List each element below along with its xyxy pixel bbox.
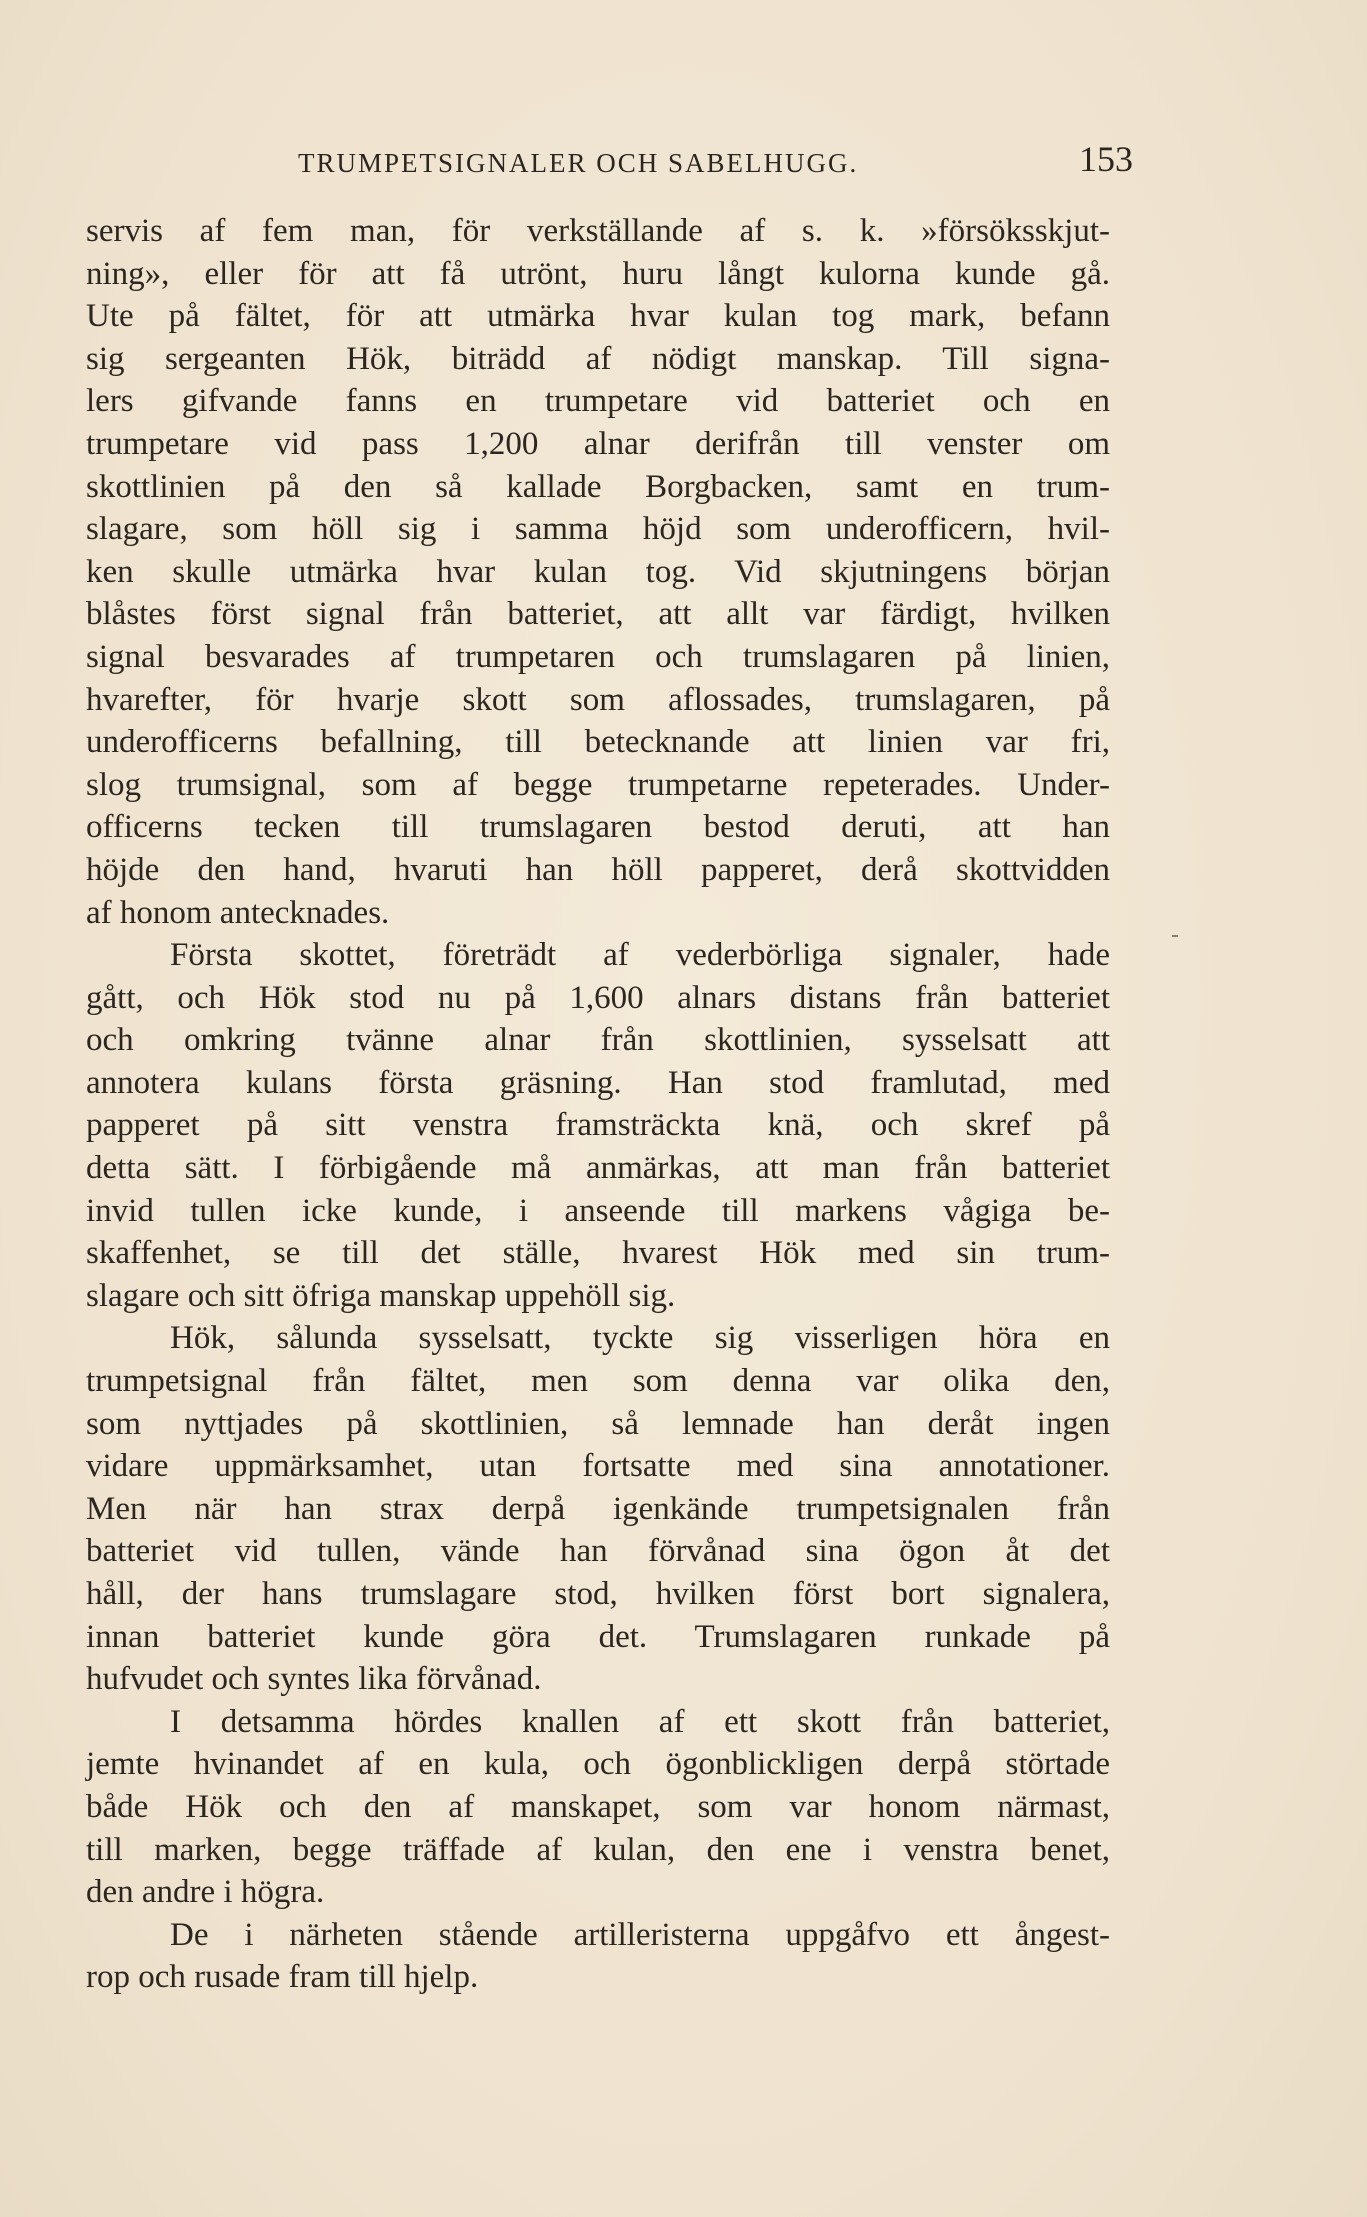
text-line bbox=[86, 1743, 1110, 1786]
text-line-content: trumpetsignal från fältet, men som denna var olika den, bbox=[86, 1363, 1110, 1400]
text-line bbox=[86, 253, 1110, 296]
running-head-title: TRUMPETSIGNALER OCH SABELHUGG. bbox=[298, 148, 859, 178]
text-line bbox=[86, 1275, 1110, 1318]
text-line-content: ning», eller för att få utrönt, huru långt kulorna kunde gå. bbox=[86, 255, 1110, 292]
text-line bbox=[86, 1701, 1110, 1744]
text-line bbox=[86, 849, 1110, 892]
text-line bbox=[86, 1786, 1110, 1829]
text-line-content: blåstes först signal från batteriet, att allt var färdigt, hvilken bbox=[86, 596, 1110, 633]
text-line bbox=[86, 1871, 1110, 1914]
text-line-content: hvarefter, för hvarje skott som aflossades, trumslagaren, på bbox=[86, 681, 1110, 718]
text-line bbox=[86, 1616, 1110, 1659]
text-line bbox=[86, 679, 1110, 722]
text-line-content: servis af fem man, för verkställande af s. k. »försöksskjut- bbox=[86, 213, 1110, 249]
text-line bbox=[86, 1104, 1110, 1147]
text-line bbox=[86, 466, 1110, 509]
text-line bbox=[86, 210, 1110, 253]
text-line-content: skaffenhet, se till det ställe, hvarest Hök med sin trum- bbox=[86, 1235, 1110, 1272]
text-line-content: som nyttjades på skottlinien, så lemnade han deråt ingen bbox=[86, 1405, 1110, 1442]
text-line bbox=[86, 636, 1110, 679]
text-line-content: både Hök och den af manskapet, som var honom närmast, bbox=[86, 1788, 1110, 1825]
text-line bbox=[86, 892, 1110, 935]
running-head bbox=[88, 138, 1278, 188]
text-line-content: lers gifvande fanns en trumpetare vid batteriet och en bbox=[86, 383, 1110, 420]
text-line bbox=[86, 721, 1110, 764]
text-line-content: trumpetare vid pass 1,200 alnar derifrån till venster om bbox=[86, 425, 1110, 462]
text-line bbox=[86, 1147, 1110, 1190]
text-line-content: sig sergeanten Hök, biträdd af nödigt manskap. Till signa- bbox=[86, 340, 1110, 377]
text-line bbox=[86, 1360, 1110, 1403]
text-line-content: Hök, sålunda sysselsatt, tyckte sig visserligen höra en bbox=[170, 1320, 1110, 1357]
text-line bbox=[86, 423, 1110, 466]
text-line-content: slog trumsignal, som af begge trumpetarne repeterades. Under- bbox=[86, 766, 1110, 803]
text-line bbox=[86, 1829, 1110, 1872]
body-text bbox=[86, 210, 1110, 1999]
text-line-content: Ute på fältet, för att utmärka hvar kulan tog mark, befann bbox=[86, 298, 1110, 335]
text-line bbox=[86, 1232, 1110, 1275]
text-line bbox=[86, 1914, 1110, 1957]
text-line bbox=[86, 1573, 1110, 1616]
text-line bbox=[86, 934, 1110, 977]
text-line bbox=[86, 551, 1110, 594]
text-line bbox=[86, 977, 1110, 1020]
text-line-content: gått, och Hök stod nu på 1,600 alnars distans från batteriet bbox=[86, 979, 1110, 1016]
text-line bbox=[86, 1190, 1110, 1233]
text-line-content: signal besvarades af trumpetaren och trumslagaren på linien, bbox=[86, 638, 1110, 675]
text-line bbox=[86, 1062, 1110, 1105]
text-line-content: innan batteriet kunde göra det. Trumslagaren runkade på bbox=[86, 1618, 1110, 1655]
text-line-content: vidare uppmärksamhet, utan fortsatte med sina annotationer. bbox=[86, 1448, 1110, 1485]
text-line bbox=[86, 764, 1110, 807]
text-line bbox=[86, 1658, 1110, 1701]
text-line-content: I detsamma hördes knallen af ett skott från batteriet, bbox=[170, 1703, 1110, 1740]
text-line-content: rop och rusade fram till hjelp. bbox=[86, 1959, 479, 1996]
text-line-content: detta sätt. I förbigående må anmärkas, att man från batteriet bbox=[86, 1150, 1110, 1187]
text-line-content: ken skulle utmärka hvar kulan tog. Vid skjutningens början bbox=[86, 553, 1110, 590]
text-line-content: papperet på sitt venstra framsträckta knä, och skref på bbox=[86, 1107, 1110, 1144]
text-line-content: slagare, som höll sig i samma höjd som underofficern, hvil- bbox=[86, 511, 1110, 548]
text-line-content: skottlinien på den så kallade Borgbacken, samt en trum- bbox=[86, 468, 1110, 505]
text-line bbox=[86, 593, 1110, 636]
text-line-content: höjde den hand, hvaruti han höll papperet, derå skottvidden bbox=[86, 851, 1110, 888]
page-number: 153 bbox=[1079, 139, 1133, 179]
text-line bbox=[86, 1445, 1110, 1488]
text-line-content: slagare och sitt öfriga manskap uppehöll sig. bbox=[86, 1277, 676, 1314]
text-line bbox=[86, 380, 1110, 423]
text-line bbox=[86, 295, 1110, 338]
text-line-content: underofficerns befallning, till betecknande att linien var fri, bbox=[86, 724, 1110, 761]
text-line bbox=[86, 1317, 1110, 1360]
text-line bbox=[86, 1956, 1110, 1999]
text-line-content: den andre i högra. bbox=[86, 1874, 325, 1911]
text-line-content: hufvudet och syntes lika förvånad. bbox=[86, 1661, 542, 1698]
text-line-content: De i närheten stående artilleristerna uppgåfvo ett ångest- bbox=[170, 1916, 1110, 1953]
text-line-content: annotera kulans första gräsning. Han stod framlutad, med bbox=[86, 1064, 1110, 1101]
text-line-content: invid tullen icke kunde, i anseende till markens vågiga be- bbox=[86, 1192, 1110, 1229]
text-line-content: till marken, begge träffade af kulan, den ene i venstra benet, bbox=[86, 1831, 1110, 1868]
text-line-content: jemte hvinandet af en kula, och ögonblickligen derpå störtade bbox=[86, 1746, 1110, 1783]
text-line-content: och omkring tvänne alnar från skottlinien, sysselsatt att bbox=[86, 1022, 1110, 1059]
text-line-content: Men när han strax derpå igenkände trumpetsignalen från bbox=[86, 1490, 1110, 1527]
text-line bbox=[86, 1488, 1110, 1531]
text-line-content: Första skottet, företrädt af vederbörliga signaler, hade bbox=[170, 937, 1110, 974]
text-line-content: batteriet vid tullen, vände han förvånad sina ögon åt det bbox=[86, 1533, 1110, 1570]
text-line-content: håll, der hans trumslagare stod, hvilken först bort signalera, bbox=[86, 1576, 1110, 1612]
text-line bbox=[86, 806, 1110, 849]
text-line bbox=[86, 1019, 1110, 1062]
margin-mark bbox=[1172, 935, 1178, 937]
text-line bbox=[86, 1530, 1110, 1573]
text-line-content: af honom antecknades. bbox=[86, 894, 390, 931]
text-line bbox=[86, 1403, 1110, 1446]
text-line-content: officerns tecken till trumslagaren bestod deruti, att han bbox=[86, 809, 1110, 846]
text-line bbox=[86, 338, 1110, 381]
text-line bbox=[86, 508, 1110, 551]
